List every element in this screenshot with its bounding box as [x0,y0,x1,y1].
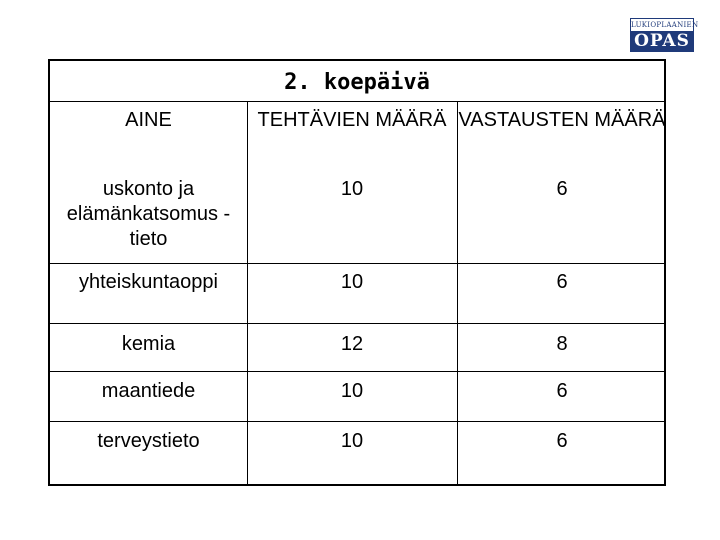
table-cell-answer-count: 6 [556,430,568,452]
table-cell-answer-count: 6 [556,271,568,293]
divider [50,101,664,102]
exam-table [48,59,666,486]
table-title-row [50,61,664,101]
logo [630,18,699,52]
table-cell-subject: yhteiskuntaoppi [79,271,218,293]
table-title: 2. koepäivä [284,69,430,95]
divider [50,421,664,422]
logo-bottom-text: OPAS [631,31,693,52]
table-cell-answer-count: 8 [556,333,568,355]
table-cell-answer-count: 6 [556,178,568,200]
table-cell-subject: kemia [121,333,176,355]
divider [50,263,664,264]
table-cell-subject: maantiede [101,380,196,402]
divider [50,323,664,324]
table-cell-subject: terveystieto [97,430,200,452]
divider [50,371,664,372]
table-cell-answer-count: 6 [556,380,568,402]
table-cell-task-count: 10 [340,380,364,402]
logo-top-text: LUKIOPLAANIEN [631,21,699,29]
table-cell-task-count: 10 [340,178,364,200]
header-cell-tehtavien-maara: TEHTÄVIEN MÄÄRÄ [257,109,447,131]
table-cell-task-count: 10 [340,271,364,293]
table-cell-task-count: 10 [340,430,364,452]
header-cell-aine: AINE [125,109,172,131]
table-cell-subject: uskonto ja elämänkatsomus -tieto [66,178,231,250]
table-cell-task-count: 12 [340,333,364,355]
header-cell-vastausten-maara: VASTAUSTEN MÄÄRÄ [458,109,666,131]
